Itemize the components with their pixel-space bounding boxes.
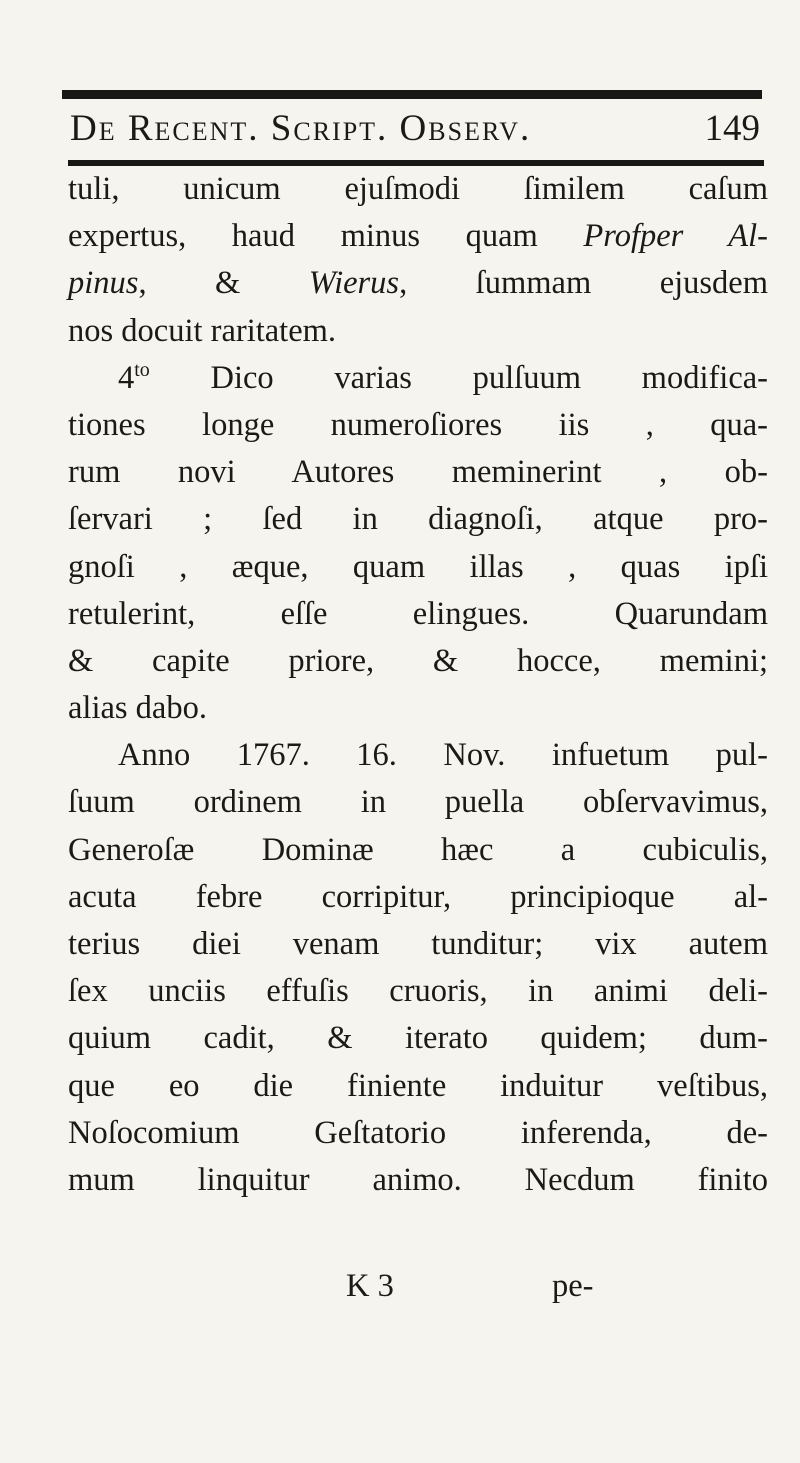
text-line: $4^{to}$ Dico varias pulſuum modifica-	[118, 358, 768, 396]
text-line: nos docuit raritatem.	[68, 312, 337, 349]
catchword: pe-	[552, 1268, 594, 1304]
text-line: acuta febre corripitur, principioque al-	[68, 878, 768, 915]
text-line: alias dabo.	[68, 690, 207, 727]
signature-mark: K 3	[346, 1268, 394, 1304]
running-head	[70, 100, 760, 156]
header-rule-top	[62, 90, 762, 99]
text-line: ſervari ; ſed in diagnoſi, atque pro-	[68, 501, 768, 538]
text-line: expertus, haud minus quam Profper Al-	[68, 218, 769, 255]
text-line: ſex unciis effuſis cruoris, in animi deli-	[68, 973, 768, 1010]
text-line: tuli, unicum ejuſmodi ſimilem caſum	[68, 171, 768, 207]
text-line: retulerint, eſſe elingues. Quarundam	[68, 595, 768, 632]
text-line: Anno 1767. 16. Nov. infuetum pul-	[118, 737, 768, 774]
text-line: quium cadit, & iterato quidem; dum-	[68, 1020, 768, 1057]
text-line: gnoſi , æque, quam illas , quas ipſi	[68, 548, 768, 585]
text-line: que eo die finiente induitur veſtibus,	[68, 1067, 768, 1104]
body-text	[68, 166, 768, 1204]
page-footer	[0, 1268, 800, 1318]
text-line: Noſocomium Geſtatorio inferenda, de-	[68, 1114, 768, 1151]
text-line: Generoſæ Dominæ hæc a cubiculis,	[68, 831, 768, 868]
text-line: mum linquitur animo. Necdum finito	[68, 1161, 768, 1198]
text-line: & capite priore, & hocce, memini;	[68, 642, 768, 679]
running-title: De Recent. Script. Observ.	[70, 107, 532, 149]
text-line: pinus, & Wierus, ſummam ejusdem	[68, 265, 768, 302]
text-line: rum novi Autores meminerint , ob-	[68, 454, 768, 491]
text-line: ſuum ordinem in puella obſervavimus,	[68, 784, 768, 821]
text-line: terius diei venam tunditur; vix autem	[68, 926, 768, 962]
text-line: tiones longe numeroſiores iis , qua-	[68, 406, 768, 443]
page-number: 149	[704, 107, 760, 149]
